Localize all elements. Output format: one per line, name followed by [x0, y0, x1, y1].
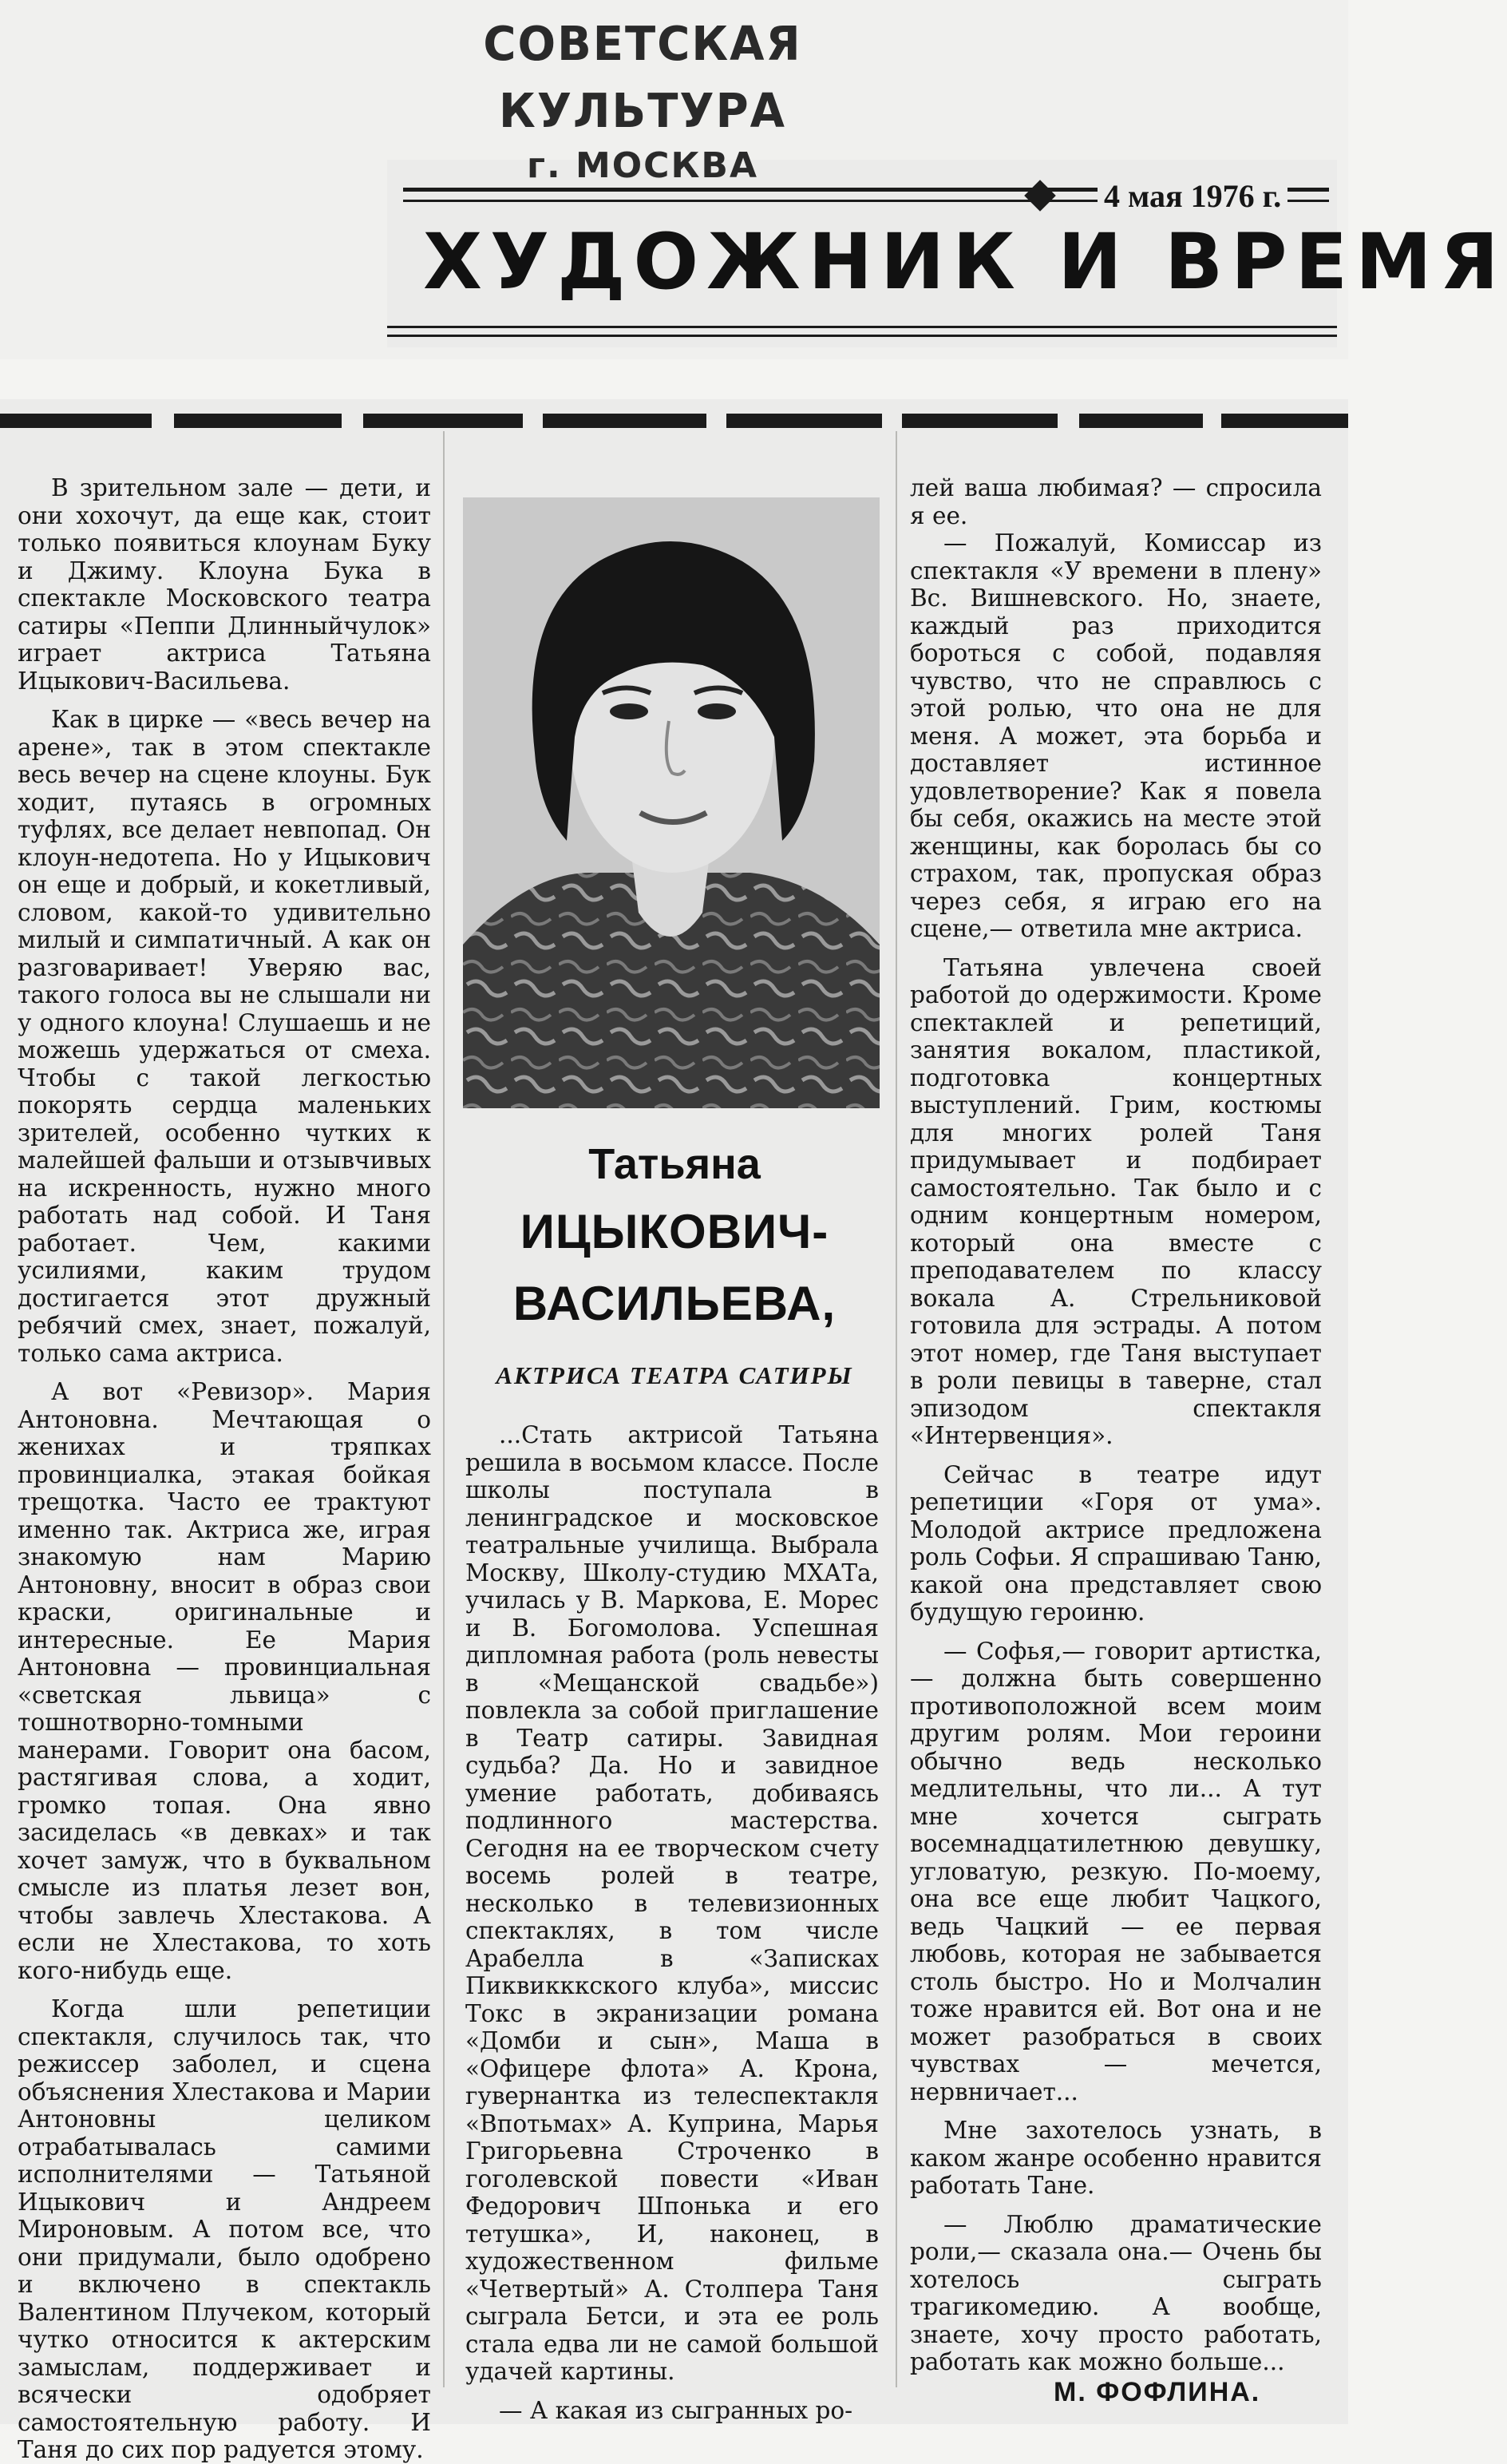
paragraph: — Пожалуй, Комиссар из спектакля «У времени в плену» Вс. Вишневского. Но, знаете, каждый раз приходится бороться с собой, подавляя чувство, что не справлюсь с этой ролью, что она не для меня. А может, эта борьба и доставляет истинное удовлетворение? Как я повела бы себя, окажись на месте этой женщины, как боролась бы со страхом, так, пропуская образ через себя, я играю его на сцене,— ответила мне актриса. [910, 529, 1322, 942]
stamp-city: г. МОСКВА [526, 145, 759, 186]
stamp-newspaper-name: СОВЕТСКАЯ КУЛЬТУРА [483, 17, 802, 139]
paragraph: Татьяна увлечена своей работой до одержимости. Кроме спектаклей и репетиций, занятия вокалом, пластикой, подготовка концертных выступлений. Грим, костюмы для многих ролей Таня придумывает и подбирает самостоятельно. Так было и с одним концертным номером, который она вместе с преподавателем по классу вокала А. Стрельниковой готовила для эстрады. А потом этот номер, где Таня выступает в роли певицы в таверне, стал эпизодом спектакля «Интервенция». [910, 953, 1322, 1449]
column-divider [443, 431, 445, 2387]
portrait-photo [463, 497, 880, 1108]
paragraph: Мне захотелось узнать, в каком жанре особенно нравится работать Тане. [910, 2117, 1322, 2199]
name-surname-part1: ИЦЫКОВИЧ- [520, 1205, 829, 1258]
paragraph: — Люблю драматические роли,— сказала она.— Очень бы хотелось сыграть трагикомедию. А вообще, знаете, хочу просто работать, работать как можно больше... [910, 2210, 1322, 2375]
paragraph: лей ваша любимая? — спросила я ее. [910, 474, 1322, 529]
subject-role: АКТРИСА ТЕАТРА САТИРЫ [496, 1361, 853, 1389]
paragraph: В зрительном зале — дети, и они хохочут, да еще как, стоит только появиться клоунам Буку и Джиму. Клоуна Бука в спектакле Московского театра сатиры «Пеппи Длинныйчулок» играет актриса Татьяна Ицыкович-Васильева. [18, 474, 431, 695]
name-surname-part2: ВАСИЛЬЕВА, [512, 1277, 837, 1330]
column-divider [896, 431, 897, 2387]
article-column-right [910, 474, 1322, 2376]
article-column-left [18, 474, 431, 2464]
paragraph: ...Стать актрисой Татьяна решила в восьмом классе. После школы поступала в ленинградское и московское театральные училища. Выбрала Москву, Школу-студию МХАТа, училась у В. Маркова, Е. Морес и В. Богомолова. Успешная дипломная работа (роль невесты в «Мещанской свадьбе») повлекла за собой приглашение в Театр сатиры. Завидная судьба? Да. Но и завидное умение работать, добиваясь подлинного мастерства. Сегодня на ее творческом счету восемь ролей в театре, несколько в телевизионных спектаклях, в том числе Арабелла в «Записках Пиквикккского клуба», миссис Токс в экранизации романа «Домби и сын», Маша в «Офицере флота» А. Крона, гувернантка из телеспектакля «Впотьмах» А. Куприна, Марья Григорьевна Строченко в гоголевской повести «Иван Федорович Шпонька и его тетушка», И, наконец, в художественном фильме «Четвертый» А. Столпера Таня сыграла Бетси, и эта ее роль стала едва ли не самой большой удачей картины. [465, 1421, 879, 2385]
paragraph: Сейчас в театре идут репетиции «Горя от ума». Молодой актрисе предложена роль Софьи. Я спрашиваю Таню, какой она представляет свою будущую героиню. [910, 1460, 1322, 1626]
article-column-middle [465, 1421, 879, 2424]
rubric-title: ХУДОЖНИК И ВРЕМЯ [423, 217, 1507, 307]
paragraph: Как в цирке — «весь вечер на арене», так в этом спектакле весь вечер на сцене клоуны. Бук ходит, путаясь в огромных туфлях, все делает невпопад. Он клоун-недотепа. Но у Ицыкович он еще и добрый, и кокетливый, словом, какой-то удивительно милый и симпатичный. А как он разговаривает! Уверяю вас, такого голоса вы не слышали ни у одного клоуна! Слушаешь и не можешь удержаться от смеха. Чтобы с такой легкостью покорять сердца маленьких зрителей, особенно чутких к малейшей фальши и отзывчивых на искренность, нужно много работать над собой. И Таня работает. Чем, какими усилиями, каким трудом достигается этот дружный ребячий смех, знает, пожалуй, только сама актриса. [18, 706, 431, 1367]
rubric-rule [387, 326, 1337, 337]
issue-date: 4 мая 1976 г. [1098, 177, 1287, 215]
newspaper-stamp [407, 14, 878, 186]
paragraph: — А какая из сыгранных ро- [499, 2396, 853, 2424]
paragraph: Когда шли репетиции спектакля, случилось так, что режиссер заболел, и сцена объяснения Хлестакова и Марии Антоновны целиком отрабатывалась самими исполнителями — Татьяной Ицыкович и Андреем Мироновым. А потом все, что они придумали, было одобрено и включено в спектакль Валентином Плучеком, который чутко относится к актерским замыслам, поддерживает и всячески одобряет самостоятельную работу. И Таня до сих пор радуется этому. [18, 1995, 431, 2463]
dashed-separator [0, 414, 1348, 428]
author-signature: М. ФОФЛИНА. [1054, 2377, 1261, 2407]
paragraph: — Софья,— говорит артистка,— должна быть совершенно противоположной всем моим другим ролям. Мои героини обычно ведь несколько медлительны, что ли... А тут мне хочется сыграть восемнадцатилетнюю девушку, угловатую, резкую. По-моему, она все еще любит Чацкого, ведь Чацкий — ее первая любовь, которая не забывается столь быстро. Но и Молчалин тоже нравится ей. Вот она и не может разобраться в своих чувствах — мечется, нервничает... [910, 1637, 1322, 2105]
subject-name [447, 1132, 902, 1340]
name-first: Татьяна [588, 1140, 761, 1188]
paragraph: А вот «Ревизор». Мария Антоновна. Мечтающая о женихах и тряпках провинциалка, этакая бойкая трещотка. Часто ее трактуют именно так. Актриса же, играя знакомую нам Марию Антоновну, вносит в образ свои краски, оригинальные и интересные. Ее Мария Антоновна — провинциальная «светская львица» с тошнотворно-томными манерами. Говорит она басом, растягивая слова, а ходит, громко топая. Она явно засиделась «в девках» и так хочет замуж, что в буквальном смысле из платья лезет вон, чтобы завлечь Хлестакова. А если не Хлестакова, то хоть кого-нибудь еще. [18, 1378, 431, 1984]
